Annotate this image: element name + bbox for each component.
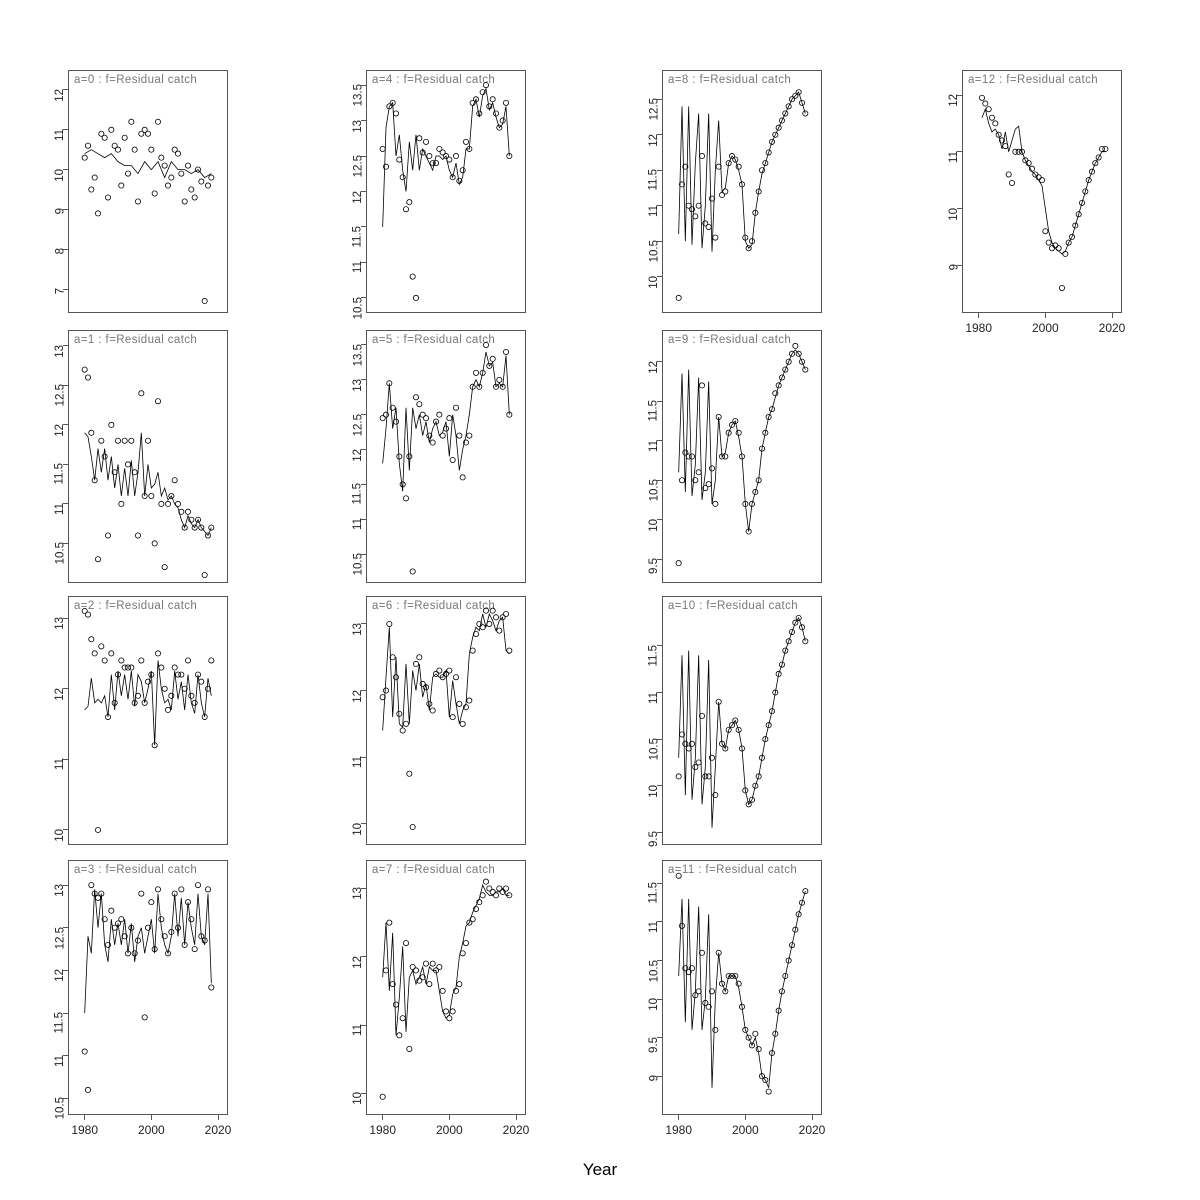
panel-strip-label: a=4 : f=Residual catch xyxy=(372,74,496,86)
panel-data-layer xyxy=(662,596,822,845)
panel-data-layer xyxy=(68,860,228,1115)
panel-11: a=11 : f=Residual catch 9 9.5 10 10.5 11 11.5 1980 2000 2020 xyxy=(662,860,822,1115)
x-tick-mark xyxy=(978,313,979,318)
panel-6: a=6 : f=Residual catch 10 11 12 13 xyxy=(366,596,526,845)
panel-strip-label: a=11 : f=Residual catch xyxy=(668,864,798,876)
panel-10: a=10 : f=Residual catch 9.5 10 10.5 11 11.5 xyxy=(662,596,822,845)
panel-data-layer xyxy=(662,70,822,313)
panel-9: a=9 : f=Residual catch 9.5 10 10.5 11 11.5 12 xyxy=(662,330,822,583)
x-tick-label: 1980 xyxy=(71,1123,99,1137)
x-axis-title: Year xyxy=(582,1160,618,1179)
panel-0: a=0 : f=Residual catch 7 8 9 10 11 12 xyxy=(68,70,228,313)
panel-strip-label: a=2 : f=Residual catch xyxy=(74,600,198,612)
x-tick-mark xyxy=(84,1115,85,1120)
panel-strip-label: a=8 : f=Residual catch xyxy=(668,74,792,86)
x-tick-mark xyxy=(812,1115,813,1120)
panel-strip-label: a=7 : f=Residual catch xyxy=(372,864,496,876)
panel-data-layer xyxy=(68,596,228,845)
x-tick-label: 2000 xyxy=(1031,321,1059,335)
panel-strip-label: a=9 : f=Residual catch xyxy=(668,334,792,346)
panel-strip-label: a=0 : f=Residual catch xyxy=(74,74,198,86)
x-tick-mark xyxy=(1112,313,1113,318)
panel-2: a=2 : f=Residual catch 10 11 12 13 xyxy=(68,596,228,845)
x-tick-mark xyxy=(449,1115,450,1120)
panel-data-layer xyxy=(366,860,526,1115)
panel-1: a=1 : f=Residual catch 10.5 11 11.5 12 12.5 13 xyxy=(68,330,228,583)
x-tick-mark xyxy=(1045,313,1046,318)
panel-data-layer xyxy=(68,330,228,583)
panel-strip-label: a=3 : f=Residual catch xyxy=(74,864,198,876)
panel-4: a=4 : f=Residual catch 10.5 11 11.5 12 12.5 13 13.5 xyxy=(366,70,526,313)
x-tick-mark xyxy=(678,1115,679,1120)
panel-data-layer xyxy=(366,596,526,845)
panel-8: a=8 : f=Residual catch 10 10.5 11 11.5 12 12.5 xyxy=(662,70,822,313)
x-tick-label: 2000 xyxy=(731,1123,759,1137)
panel-strip-label: a=1 : f=Residual catch xyxy=(74,334,198,346)
x-tick-label: 1980 xyxy=(665,1123,693,1137)
panel-data-layer xyxy=(962,70,1122,313)
panel-strip-label: a=6 : f=Residual catch xyxy=(372,600,496,612)
panel-strip-label: a=10 : f=Residual catch xyxy=(668,600,799,612)
panel-12: a=12 : f=Residual catch 9 10 11 12 1980 2000 2020 xyxy=(962,70,1122,313)
x-tick-mark xyxy=(382,1115,383,1120)
panel-3: a=3 : f=Residual catch 10.5 11 11.5 12 12.5 13 1980 2000 2020 xyxy=(68,860,228,1115)
panel-5: a=5 : f=Residual catch 10.5 11 11.5 12 12.5 13 13.5 xyxy=(366,330,526,583)
x-tick-label: 2000 xyxy=(435,1123,463,1137)
x-tick-mark xyxy=(745,1115,746,1120)
panel-data-layer xyxy=(366,70,526,313)
panel-7: a=7 : f=Residual catch 10 11 12 13 1980 2000 2020 xyxy=(366,860,526,1115)
x-tick-label: 1980 xyxy=(965,321,993,335)
x-tick-label: 1980 xyxy=(369,1123,397,1137)
panel-data-layer xyxy=(366,330,526,583)
panel-strip-label: a=5 : f=Residual catch xyxy=(372,334,496,346)
panel-data-layer xyxy=(68,70,228,313)
panel-data-layer xyxy=(662,330,822,583)
x-tick-label: 2020 xyxy=(1098,321,1126,335)
x-tick-label: 2000 xyxy=(137,1123,165,1137)
x-tick-label: 2020 xyxy=(204,1123,232,1137)
x-tick-mark xyxy=(516,1115,517,1120)
x-tick-mark xyxy=(151,1115,152,1120)
x-tick-label: 2020 xyxy=(798,1123,826,1137)
x-tick-mark xyxy=(218,1115,219,1120)
panel-data-layer xyxy=(662,860,822,1115)
panel-strip-label: a=12 : f=Residual catch xyxy=(968,74,1099,86)
x-tick-label: 2020 xyxy=(502,1123,530,1137)
